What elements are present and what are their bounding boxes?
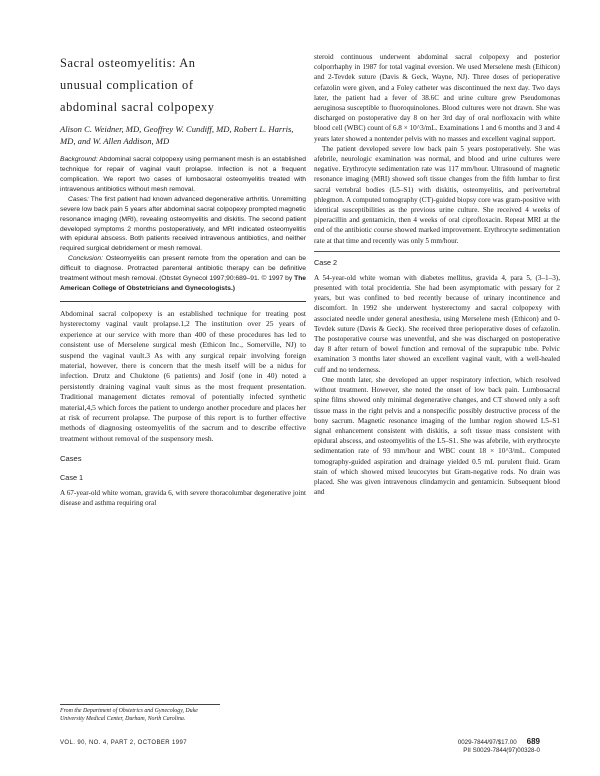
conclusion-label: Conclusion: [68,255,103,263]
abstract [60,155,306,294]
case-2-para-2: One month later, she developed an upper respiratory infection, which resolved without treatment. However, she noted the onset of low back pain. Lumbosacral spine films showed only minimal degenerative changes, and CT showed only a soft tissue mass in the right pelvis and a nonspecific possibly destructive process of the bony sacrum. Magnetic resonance imaging of the lumbar region showed L5–S1 signal enhancement consistent with diskitis, a soft tissue mass consistent with epidural abscess, and osteomyelitis of the L5–S1. She was afebrile, with erythrocyte sedimentation rate of 93 mm/hour and WBC count 18 × 10^3/mL. Computed tomography-guided aspiration and drainage yielded 0.5 mL purulent fluid. Gram stain of which showed mixed leucocytes but Gram-negative rods. No drain was placed. She was given intravenous clindamycin and gentamicin. Subsequent blood and [314,375,560,497]
case-1-continued [314,52,560,246]
case-divider [314,251,560,252]
case-2-heading: Case 2 [314,257,338,267]
case-1-opening: A 67-year-old white woman, gravida 6, with severe thoracolumbar degenerative joint disease and asthma requiring oral [60,489,306,508]
article-title [60,52,306,118]
abstract-cases [60,195,306,254]
issn-line [458,738,540,747]
case-1-para-2: The patient developed severe low back pain 5 years postoperatively. She was afebrile, neurologic examination was normal, and blood and urine cultures were negative. Erythrocyte sedimentation rate was 117 mm/hour. Ultrasound of magnetic resonance imaging (MRI) showed soft tissue changes from the fifth lumbar to first sacral vertebral bodies (L5–S1) with diskitis, osteomyelitis, and perivertebral phlegmon. A computed tomography (CT)-guided biopsy core was gram-positive with identical susceptibilities as the previous urine culture. She received 4 weeks of piperacillin and gentamicin, then 4 weeks of oral ciprofloxacin. Repeat MRI at the end of the antibiotic course showed marked improvement. Erythrocyte sedimentation rate at that time and recently was only 5 mm/hour. [314,144,560,245]
case-2-text [314,273,560,497]
case-2-para-1: A 54-year-old white woman with diabetes mellitus, gravida 4, para 5, (3–1–3), presented with total procidentia. She had been asymptomatic with pessary for 2 years, but was confined to bed recently because of urinary incontinence and discomfort. In 1992 she underwent hysterectomy and sacral colpopexy with associated needle under general anesthesia, using Merselene mesh (Ethicon) and 0-Tevdek suture (Davis & Geck). She received three perioperative doses of cefazolin. The postoperative course was uneventful, and she was discharged on postoperative day 8 after return of bowel function and removal of the suprapubic tube. Pelvic examination 3 months later showed an excellent vaginal vault, with a well-healed cuff and no tenderness. [314,273,560,374]
background-label: Background: [60,156,98,164]
left-column [60,52,306,509]
right-column [314,52,560,497]
title-line-1: Sacral osteomyelitis: An [60,56,196,70]
abstract-divider [60,301,306,302]
title-line-2: unusual complication of [60,78,194,92]
case-1-text [60,488,306,508]
title-line-3: abdominal sacral colpopexy [60,100,215,114]
case-1-heading: Case 1 [60,473,84,483]
background-text: Abdominal sacral colpopexy using permanent mesh is an established technique for repair of vaginal vault prolapse. Infection is not a frequent complication. We report two cases of lumbosacral osteomyelitis treated with intravenous antibiotics without mesh removal. [60,156,306,193]
case-1-para-1: steroid continuous underwent abdominal sacral colpopexy and posterior colporrhaphy in 1987 for total vaginal eversion. We used Merselene mesh (Ethicon) and 2-Tevdek suture (Davis & Geck, Wayne, NJ). Three doses of perioperative cefazolin were given, and a Foley catheter was discontinued the next day. Two days later, the patient had a fever of 38.6C and urine culture grew Pseudomonas aeruginosa susceptible to fluoroquinolones. Blood cultures were not drawn. She was discharged on postoperative day 8 on her 3rd day of oral norfloxacin with white blood cell (WBC) count of 6.8 × 10^3/mL. Examinations 1 and 6 months and 3 and 4 years later showed a nontender pelvis with no masses and excellent vaginal support. [314,53,560,143]
conclusion-text: Osteomyelitis can present remote from the operation and can be difficult to diagnose. Protracted parenteral antibiotic therapy can be definitive treatment without mesh removal. (Obstet Gynecol 1997;90:689–91. © 1997 by [60,255,307,283]
cases-text: The first patient had known advanced degenerative arthritis. Unremitting severe low back pain 5 years after abdominal sacral colpopexy prompted magnetic resonance imaging (MRI), revealing osteomyelitis and diskitis. The second patient developed symptoms 2 months postoperatively, and MRI indicated osteomyelitis with epidural abscess. Both patients received intravenous antibiotics, and neither required surgical debridement or mesh removal. [60,195,306,253]
cases-heading: Cases [60,454,82,464]
introduction-paragraph: Abdominal sacral colpopexy is an established technique for treating post hysterectomy vaginal vault prolapse.1,2 The institution over 25 years of experience at our service with more than 400 of these procedures has led to consistent use of Merselene surgical mesh (Ethicon Inc., Somerville, NJ) to suspend the vaginal vault.3 As with any surgical repair involving foreign material, however, there is concern that the mesh itself will be a nidus for infection. Drutz and Chuktone (6 patients) and Josif (one in 40) noted a persistently draining vaginal vault sinus as the most frequent presentation. Traditional management dictates removal of potentially infected synthetic material,4,5 which forces the patient to undergo another procedure and places her at risk of recurrent prolapse. The purpose of this report is to further effective methods of diagnosing osteomyelitis of the sacrum and to describe effective treatment without removal of the suspensory mesh. [60,308,306,443]
journal-credit: The American College of Obstetricians and Gynecologists.) [60,275,306,292]
abstract-conclusion [60,254,306,294]
footer-codes [458,738,540,755]
author-list: Alison C. Weidner, MD, Geoffrey W. Cundiff, MD, Robert L. Harris, MD, and W. Allen Addison, MD [60,124,294,146]
abstract-background [60,155,306,195]
pii-line: PII S0029-7844(97)00328-0 [463,747,540,754]
page-number: 689 [526,737,540,746]
cases-label: Cases: [68,195,89,203]
affiliation-footnote: From the Department of Obstetrics and Gynecology, Duke University Medical Center, Durham, North Carolina. [60,704,220,723]
journal-issue-line: VOL. 90, NO. 4, PART 2, OCTOBER 1997 [60,740,188,746]
issn: 0029-7844/97/$17.00 [457,739,517,746]
